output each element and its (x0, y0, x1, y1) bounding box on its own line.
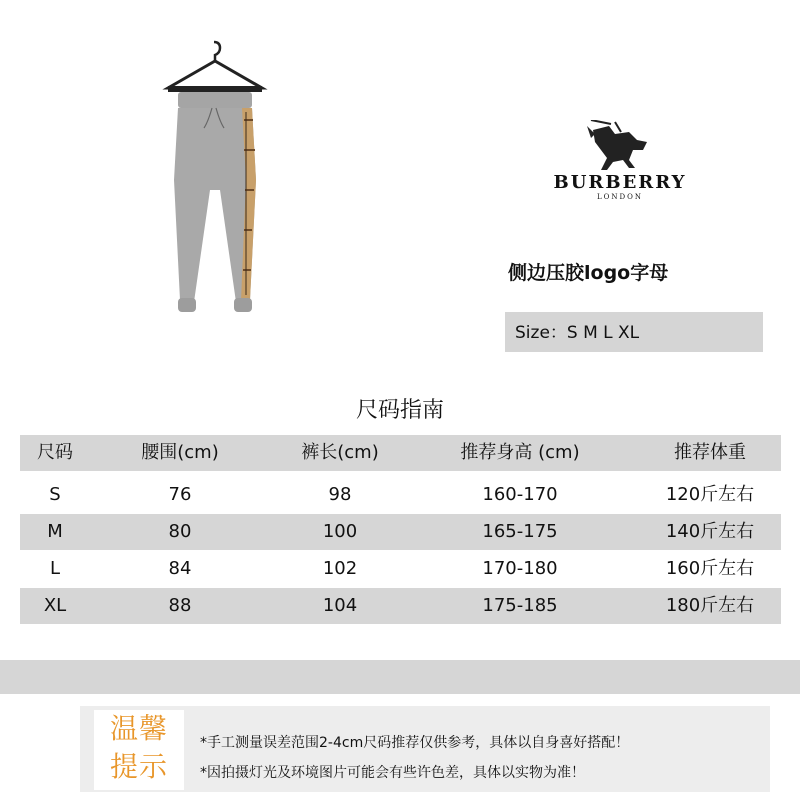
cell-waist: 80 (168, 521, 192, 542)
cell-height: 175-185 (482, 595, 558, 616)
cell-waist: 84 (168, 558, 192, 579)
product-image (150, 40, 280, 340)
notice-box (80, 706, 770, 792)
header-height: 推荐身高 (cm) (460, 442, 580, 463)
cell-waist: 76 (168, 484, 192, 505)
equestrian-knight-icon (585, 120, 655, 172)
cell-height: 160-170 (482, 484, 558, 505)
header-weight: 推荐体重 (674, 442, 746, 463)
cell-size: XL (43, 595, 67, 616)
sweatpants-icon (174, 92, 256, 312)
cell-height: 165-175 (482, 521, 558, 542)
cell-length: 104 (322, 595, 358, 616)
notice-line: *手工测量误差范围2-4cm尺码推荐仅供参考，具体以自身喜好搭配！ (200, 735, 630, 751)
feature-text: 侧边压胶logo字母 (508, 262, 669, 284)
header-length: 裤长(cm) (301, 442, 379, 463)
hanger-icon (168, 42, 262, 92)
notice-line: *因拍摄灯光及环境图片可能会有些许色差，具体以实物为准！ (200, 765, 585, 781)
brand-logo (530, 120, 710, 220)
cell-size: M (47, 521, 63, 542)
size-options: Size：S M L XL (505, 312, 763, 352)
cell-length: 100 (322, 521, 358, 542)
cell-size: S (49, 484, 61, 505)
cell-weight: 180斤左右 (665, 595, 755, 616)
table-row (20, 588, 781, 624)
table-header (20, 435, 781, 471)
cell-length: 102 (322, 558, 358, 579)
header-waist: 腰围(cm) (141, 442, 219, 463)
notice-label (94, 710, 184, 790)
cell-waist: 88 (168, 595, 192, 616)
cell-height: 170-180 (482, 558, 558, 579)
table-row (20, 551, 781, 587)
cell-length: 98 (328, 484, 352, 505)
cell-size: L (49, 558, 61, 579)
size-guide-title: 尺码指南 (355, 398, 444, 423)
brand-city: LONDON (597, 193, 643, 201)
cell-weight: 160斤左右 (665, 558, 755, 579)
notice-label-line2: 提示 (109, 750, 168, 783)
table-row (20, 477, 781, 513)
cell-weight: 120斤左右 (665, 484, 755, 505)
notice-label-line1: 温馨 (109, 712, 168, 745)
brand-name: BURBERRY (553, 172, 687, 193)
header-size: 尺码 (37, 442, 73, 463)
table-row (20, 514, 781, 550)
cell-weight: 140斤左右 (665, 521, 755, 542)
divider-bar (0, 660, 800, 694)
notice-lines (200, 728, 629, 788)
